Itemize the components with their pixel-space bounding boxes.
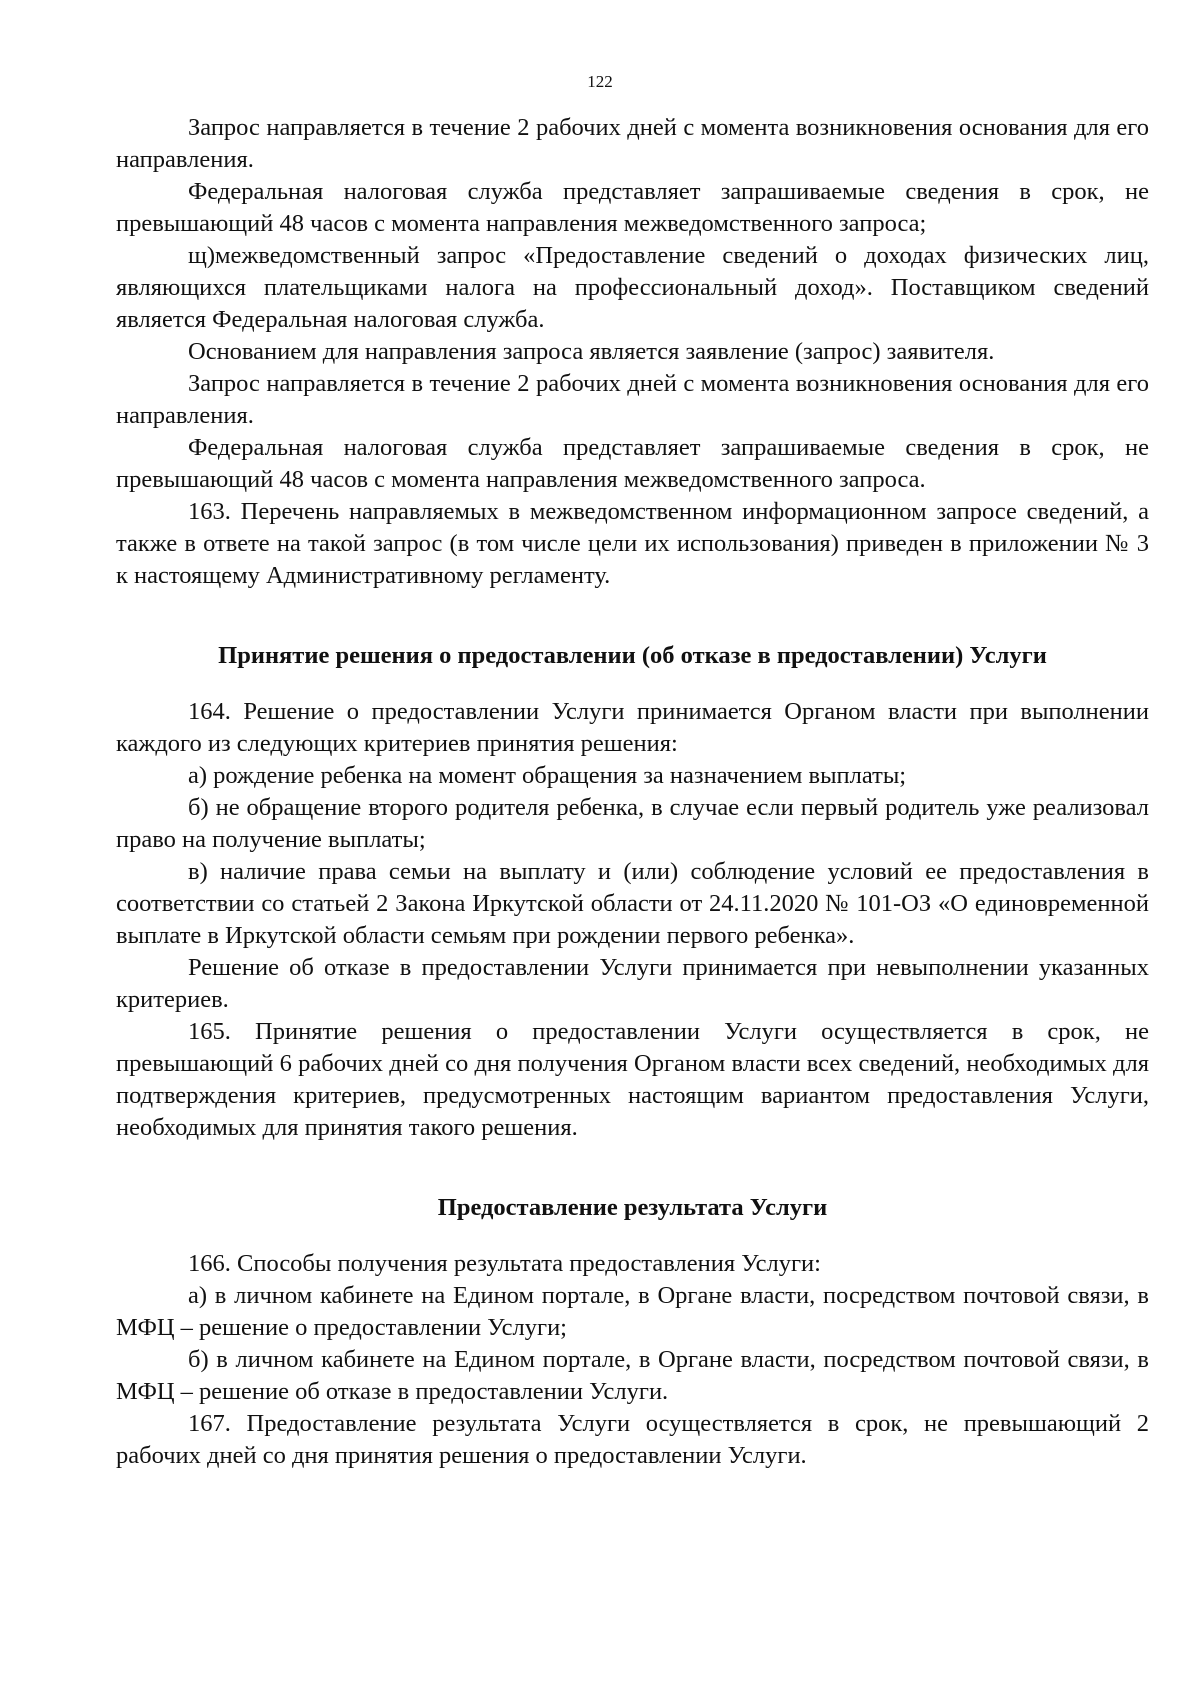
paragraph: Запрос направляется в течение 2 рабочих дней с момента возникновения основания для его направления. bbox=[116, 370, 1149, 429]
paragraph-163: 163. Перечень направляемых в межведомственном информационном запросе сведений, а также в ответе на такой запрос (в том числе цели их использования) приведен в приложении № 3 к настоящему Административному регламенту. bbox=[116, 498, 1149, 589]
paragraph: в) наличие права семьи на выплату и (или) соблюдение условий ее предоставления в соответствии со статьей 2 Закона Иркутской области от 24.11.2020 № 101-ОЗ «О единовременной выплате в Иркутской области семьям при рождении первого ребенка». bbox=[116, 858, 1149, 949]
section-heading-decision: Принятие решения о предоставлении (об отказе в предоставлении) Услуги bbox=[218, 642, 1047, 669]
page-number: 122 bbox=[587, 72, 613, 91]
spacer bbox=[116, 1144, 1149, 1192]
paragraph: а) в личном кабинете на Едином портале, в Органе власти, посредством почтовой связи, в МФЦ – решение о предоставлении Услуги; bbox=[116, 1282, 1149, 1341]
paragraph-166: 166. Способы получения результата предоставления Услуги: bbox=[188, 1250, 821, 1277]
paragraph: Основанием для направления запроса является заявление (запрос) заявителя. bbox=[188, 338, 995, 365]
document-body bbox=[116, 112, 1149, 1472]
paragraph: Федеральная налоговая служба представляет запрашиваемые сведения в срок, не превышающий 48 часов с момента направления межведомственного запроса; bbox=[116, 178, 1149, 237]
paragraph: щ)межведомственный запрос «Предоставление сведений о доходах физических лиц, являющихся плательщиками налога на профессиональный доход». Поставщиком сведений является Федеральная налоговая служба. bbox=[116, 242, 1149, 333]
paragraph: а) рождение ребенка на момент обращения за назначением выплаты; bbox=[188, 762, 907, 789]
section-heading-result: Предоставление результата Услуги bbox=[437, 1194, 828, 1221]
paragraph: Решение об отказе в предоставлении Услуги принимается при невыполнении указанных критериев. bbox=[116, 954, 1149, 1013]
spacer bbox=[116, 672, 1149, 696]
paragraph-165: 165. Принятие решения о предоставлении Услуги осуществляется в срок, не превышающий 6 рабочих дней со дня получения Органом власти всех сведений, необходимых для подтверждения критериев, предусмотренных настоящим вариантом предоставления Услуги, необходимых для принятия такого решения. bbox=[116, 1018, 1149, 1141]
paragraph: Федеральная налоговая служба представляет запрашиваемые сведения в срок, не превышающий 48 часов с момента направления межведомственного запроса. bbox=[116, 434, 1149, 493]
spacer bbox=[116, 1224, 1149, 1248]
spacer bbox=[116, 592, 1149, 640]
paragraph: б) не обращение второго родителя ребенка, в случае если первый родитель уже реализовал право на получение выплаты; bbox=[116, 794, 1149, 853]
paragraph-167: 167. Предоставление результата Услуги осуществляется в срок, не превышающий 2 рабочих дней со дня принятия решения о предоставлении Услуги. bbox=[116, 1410, 1149, 1469]
paragraph: Запрос направляется в течение 2 рабочих дней с момента возникновения основания для его направления. bbox=[116, 114, 1149, 173]
paragraph: б) в личном кабинете на Едином портале, в Органе власти, посредством почтовой связи, в МФЦ – решение об отказе в предоставлении Услуги. bbox=[116, 1346, 1149, 1405]
paragraph-164: 164. Решение о предоставлении Услуги принимается Органом власти при выполнении каждого из следующих критериев принятия решения: bbox=[116, 698, 1149, 757]
